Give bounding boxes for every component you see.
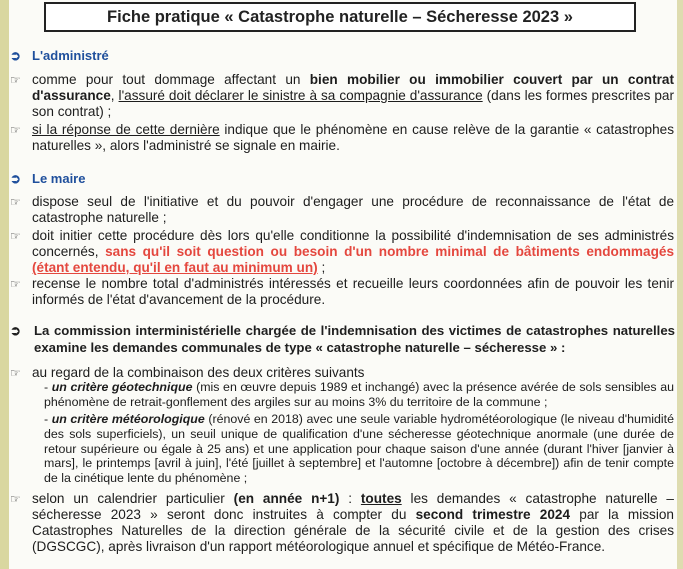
section-title: Le maire: [32, 171, 86, 186]
title-box: [44, 2, 636, 32]
list-item: ☞ comme pour tout dommage affectant un bien mobilier ou immobilier couvert par un contrat d'assurance, l'assuré doit déclarer le sinistre à sa compagnie d'assurance (dans les formes prescrites par son contrat) ;: [10, 72, 674, 119]
list-item: ☞ dispose seul de l'initiative et du pouvoir d'engager une procédure de reconnaissance de l'état de catastrophe naturelle ;: [10, 194, 674, 225]
arrow-icon: ➲: [10, 171, 21, 186]
pointing-hand-icon: ☞: [10, 492, 21, 506]
page-edge-left: [0, 0, 9, 569]
criterion-meteorologique: - un critère météorologique (rénové en 2018) avec une seule variable hydrométéorologique (le niveau d'humidité des sols superficiels), un seuil unique de qualification d'une sécheresse géotechnique anormale (une durée de retour supérieure ou égale à 25 ans) et une application pour chaque saison d'une année (durant l'hiver [janvier à mars], le printemps [avril à juin], l'été [juillet à septembre] et l'automne [octobre à décembre]) afin de tenir compte de la cinétique lente du phénomène ;: [44, 412, 674, 486]
list-item: ☞ au regard de la combinaison des deux critères suivants: [10, 365, 365, 380]
dash-marker: -: [44, 380, 49, 394]
pointing-hand-icon: ☞: [10, 366, 21, 380]
page-edge-right: [677, 0, 683, 569]
page-title: Fiche pratique « Catastrophe naturelle – Sécheresse 2023 »: [107, 8, 573, 26]
section-title: La commission interministérielle chargée de l'indemnisation des victimes de catastrophes naturelles examine les demandes communales de type « catastrophe naturelle – sécheresse » :: [34, 323, 675, 355]
arrow-icon: ➲: [10, 48, 21, 63]
criterion-geotechnique: - un critère géotechnique (mis en œuvre depuis 1989 et inchangé) avec la présence avérée de sols sensibles au phénomène de retrait-gonflement des argiles sur au moins 3% du territoire de la commune ;: [44, 380, 674, 409]
pointing-hand-icon: ☞: [10, 277, 21, 291]
pointing-hand-icon: ☞: [10, 229, 21, 243]
section-administre: [10, 48, 109, 64]
pointing-hand-icon: ☞: [10, 195, 21, 209]
list-item: ☞ recense le nombre total d'administrés intéressés et recueille leurs coordonnées afin de pouvoir les tenir informés de l'état d'avancement de la procédure.: [10, 276, 674, 307]
section-commission: [10, 322, 675, 356]
list-item: ☞ doit initier cette procédure dès lors qu'elle conditionne la possibilité d'indemnisation de ses administrés concernés, sans qu'il soit question ou besoin d'un nombre minimal de bâtiments endommagés (étant entendu, qu'il en faut au minimum un) ;: [10, 228, 675, 275]
list-item: ☞ selon un calendrier particulier (en année n+1) : toutes les demandes « catastrophe naturelle – sécheresse 2023 » seront donc instruites à compter du second trimestre 2024 par la mission Catastrophes Naturelles de la direction générale de la sécurité civile et de la gestion des crises (DGSCGC), après livraison d'un rapport météorologique annuel et spécifique de Météo-France.: [10, 491, 674, 554]
arrow-icon: ➲: [10, 323, 22, 338]
list-item: ☞ si la réponse de cette dernière indique que le phénomène en cause relève de la garantie « catastrophes naturelles », alors l'administré se signale en mairie.: [10, 122, 674, 153]
section-maire: [10, 171, 85, 187]
section-title: L'administré: [32, 48, 109, 63]
dash-marker: -: [44, 412, 49, 426]
pointing-hand-icon: ☞: [10, 123, 21, 137]
pointing-hand-icon: ☞: [10, 73, 21, 87]
